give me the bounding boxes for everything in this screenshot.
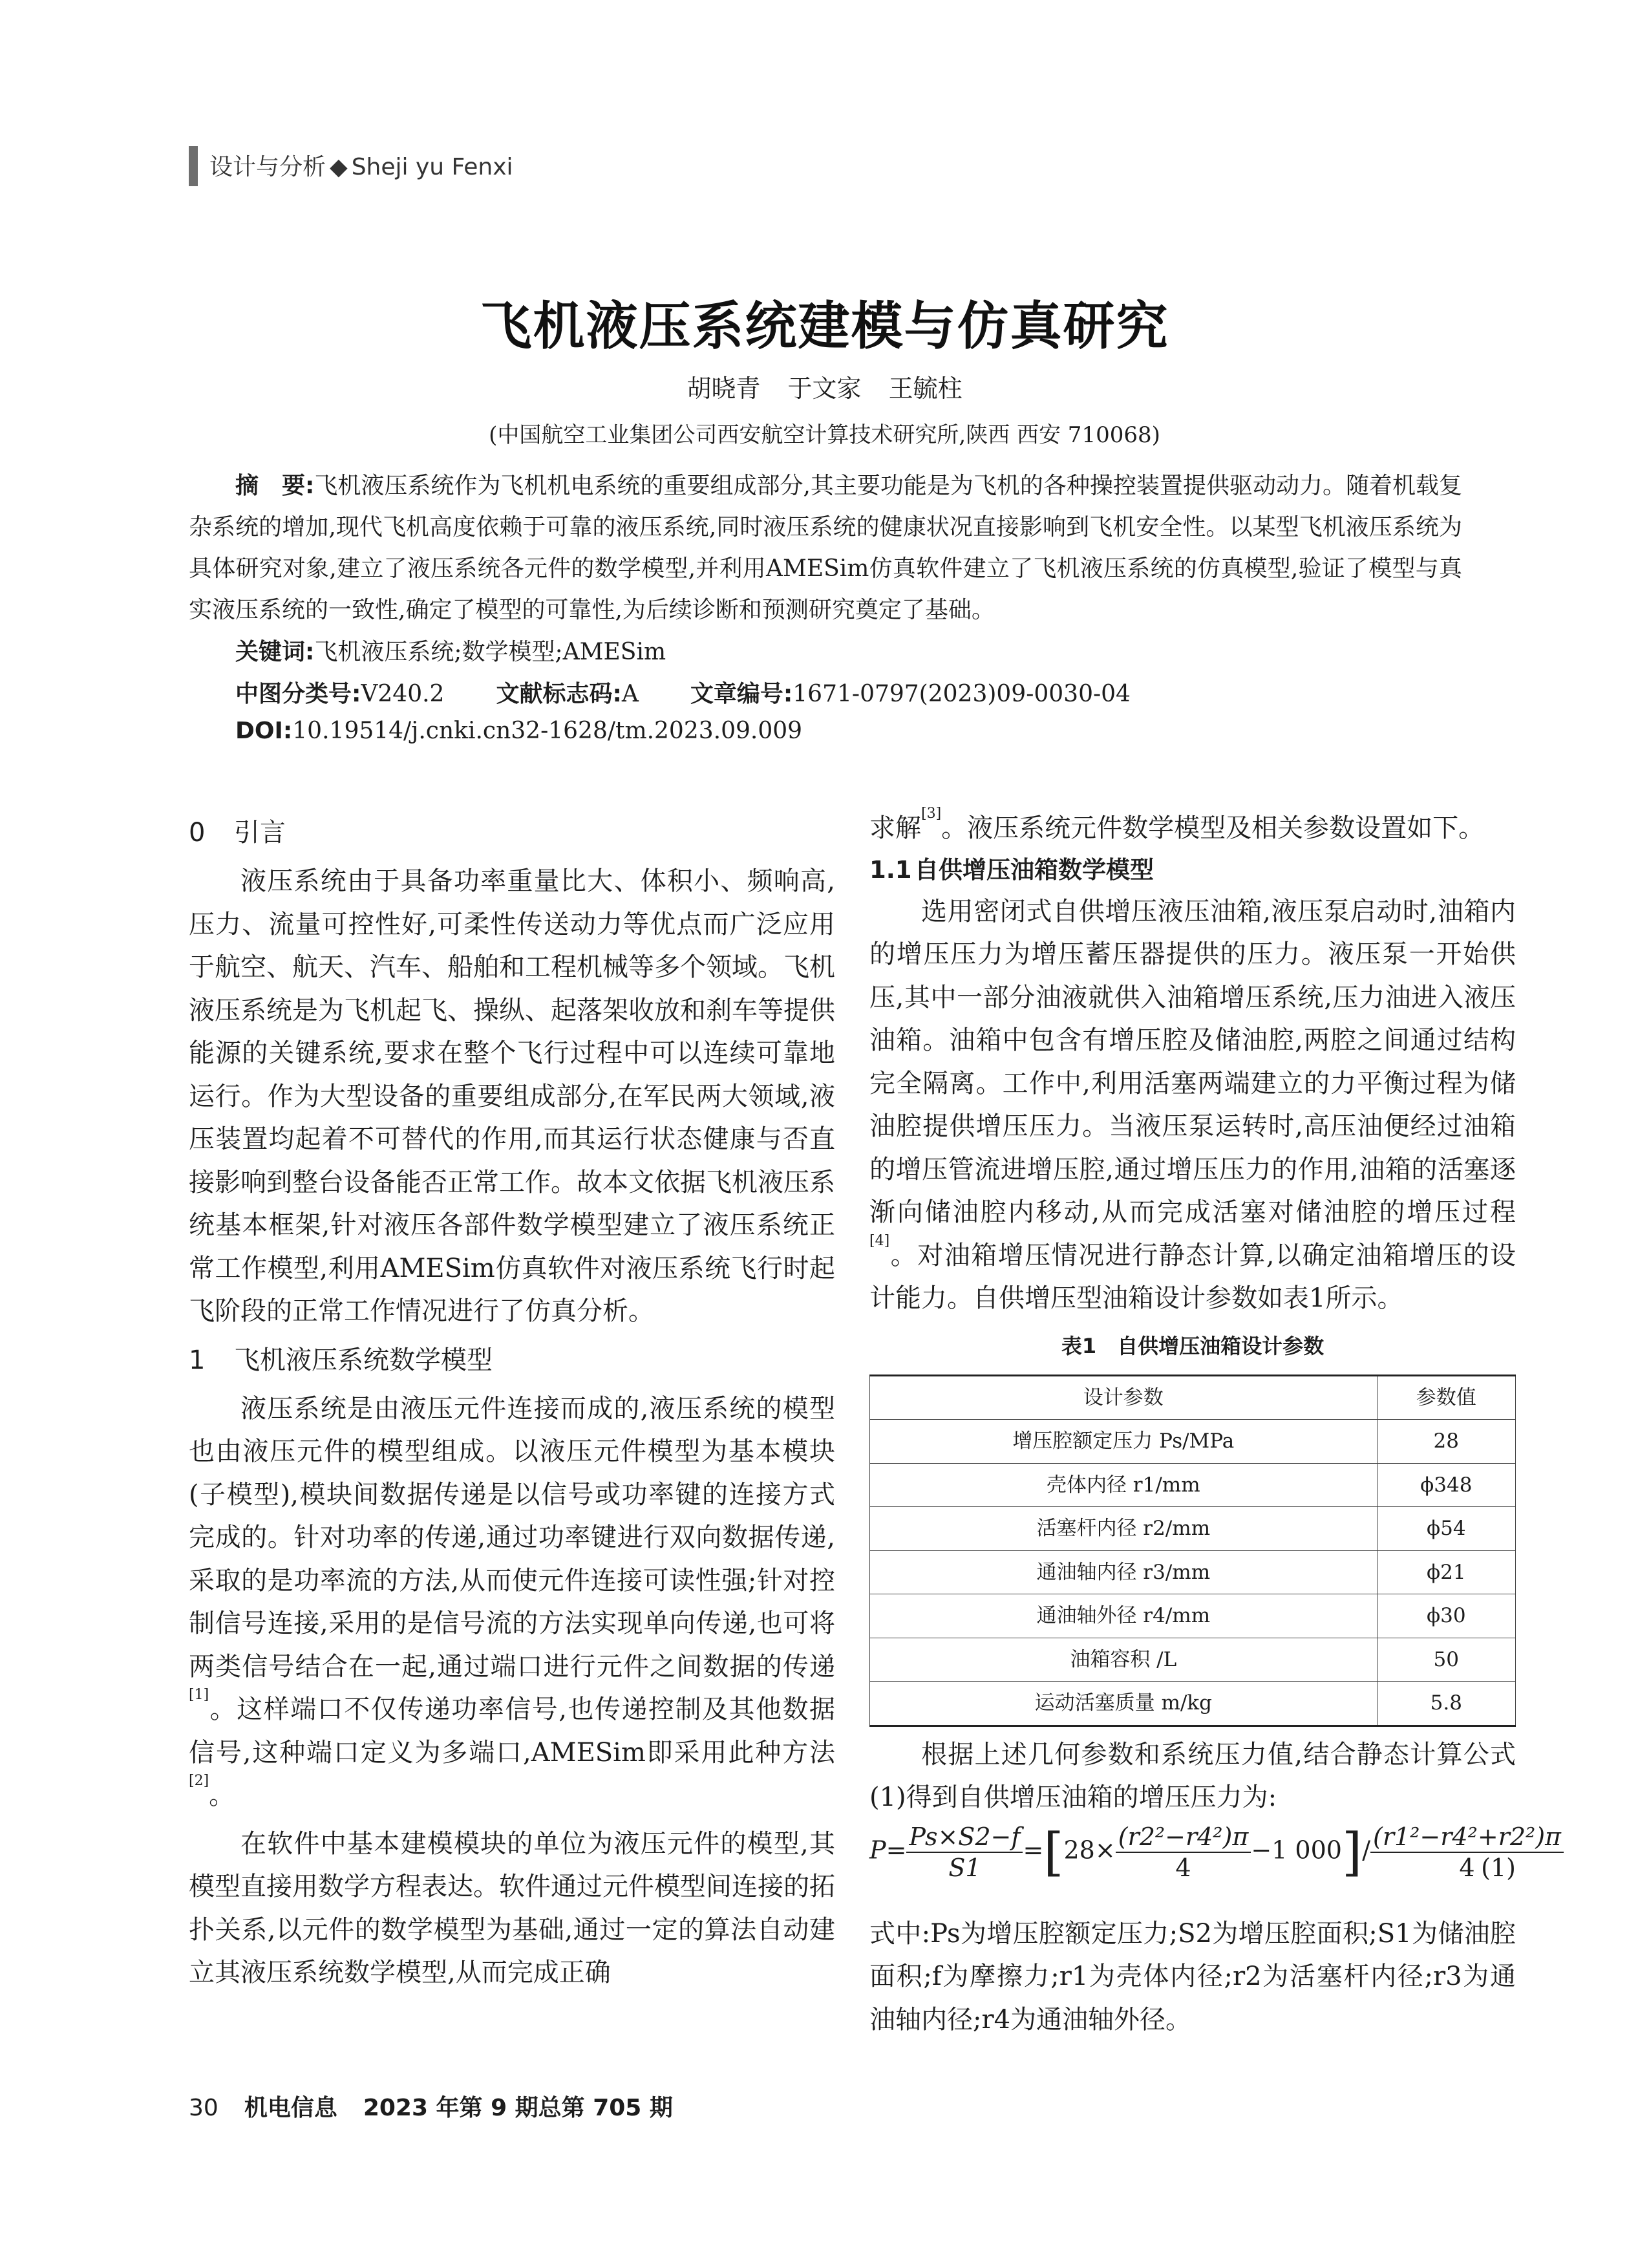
header-section-pinyin: Sheji yu Fenxi (351, 154, 513, 180)
table-cell: 50 (1377, 1638, 1515, 1682)
table-row (870, 1463, 1516, 1507)
formula-fraction-3: $\frac{\text{(r1²−r4²+r2²)π}}{4}$ (1370, 1822, 1564, 1883)
citation: [4] (869, 1232, 890, 1249)
article-no-value: 1671-0797(2023)09-0030-04 (793, 681, 1131, 707)
page-footer (189, 2090, 673, 2123)
abstract (189, 465, 1462, 631)
table-row (870, 1682, 1516, 1726)
citation: [1] (189, 1687, 209, 1703)
table-header-cell: 参数值 (1377, 1375, 1515, 1420)
subsection-number: 1.1 (869, 855, 912, 884)
table-cell: ϕ21 (1377, 1550, 1515, 1594)
table-header-row (870, 1375, 1516, 1420)
table-row (870, 1638, 1516, 1682)
table-cell: 通油轴外径 r4/mm (870, 1594, 1378, 1638)
right-column (869, 806, 1562, 2041)
section-title: 引言 (234, 818, 286, 848)
formula-where-paragraph: 式中:Ps为增压腔额定压力;S2为增压腔面积;S1为储油腔面积;f为摩擦力;r1为壳体内径;r2为活塞杆内径;r3为通油轴内径;r4为通油轴外径。 (869, 1918, 1516, 2035)
abstract-text: 飞机液压系统作为飞机机电系统的重要组成部分,其主要功能是为飞机的各种操控装置提供驱动动力。随着机载复杂系统的增加,现代飞机高度依赖于可靠的液压系统,同时液压系统的健康状况直接影响到飞机安全性。以某型飞机液压系统为具体研究对象,建立了液压系统各元件的数学模型,并利用AMESim仿真软件建立了飞机液压系统的仿真模型,验证了模型与真实液压系统的一致性,确定了模型的可靠性,为后续诊断和预测研究奠定了基础。 (189, 473, 1462, 623)
section-heading-0 (189, 809, 835, 856)
table-cell: ϕ54 (1377, 1507, 1515, 1551)
equation-1: P= $\frac{Ps\times S2-f}{S1}$ =[28× $\frac{\text{(r2²−r4²)π}}{4}$ −1 000]/ $\frac{\text{(r1²−r4²+r2²)π}}{4}$ (1) (869, 1822, 1516, 1906)
formula-intro-paragraph: 根据上述几何参数和系统压力值,结合静态计算公式(1)得到自供增压油箱的增压压力为: (869, 1739, 1516, 1812)
table-cell: 28 (1377, 1420, 1515, 1464)
model-paragraph-1: 液压系统是由液压元件连接而成的,液压系统的模型也由液压元件的模型组成。以液压元件模型为基本模块(子模型),模块间数据传递是以信号或功率键的连接方式完成的。针对功率的传递,通过功率键进行双向数据传递,采取的是功率流的方法,从而使元件连接可读性强;针对控制信号连接,采用的是信号流的方法实现单向传递,也可将两类信号结合在一起,通过端口进行元件之间数据的传递[1]。这样端口不仅传递功率信号,也传递控制及其他数据信号,这种端口定义为多端口,AMESim即采用此种方法[2]。 (189, 1393, 835, 1810)
header-section-cn: 设计与分析 (209, 154, 326, 180)
clc-value: V240.2 (361, 681, 445, 707)
citation: [2] (189, 1773, 209, 1789)
table-row (870, 1550, 1516, 1594)
table-row (870, 1594, 1516, 1638)
model-paragraph-2: 在软件中基本建模模块的单位为液压元件的模型,其模型直接用数学方程表达。软件通过元件模型间连接的拓扑关系,以元件的数学模型为基础,通过一定的算法自动建立其液压系统数学模型,从而完成正确 (189, 1828, 835, 1987)
subsection-heading-1-1 (869, 850, 1516, 890)
issue-info: 2023 年第 9 期总第 705 期 (363, 2095, 673, 2121)
journal-name: 机电信息 (244, 2095, 337, 2121)
section-number: 0 (189, 818, 206, 848)
formula-lhs: P= (869, 1835, 907, 1864)
running-header (209, 149, 513, 182)
table-cell: 活塞杆内径 r2/mm (870, 1507, 1378, 1551)
abstract-label: 摘 要: (235, 473, 315, 499)
continued-paragraph: 求解[3]。液压系统元件数学模型及相关参数设置如下。 (869, 806, 1485, 843)
paper-title: 飞机液压系统建模与仿真研究 (480, 296, 1169, 356)
article-no-label: 文章编号: (690, 681, 793, 707)
section-title: 飞机液压系统数学模型 (234, 1345, 493, 1375)
citation: [3] (921, 806, 942, 822)
page-number: 30 (189, 2095, 218, 2121)
table-cell: 增压腔额定压力 Ps/MPa (870, 1420, 1378, 1464)
formula-fraction-2: $\frac{\text{(r2²−r4²)π}}{4}$ (1116, 1822, 1251, 1883)
doi-label: DOI: (235, 718, 293, 744)
doc-code-value: A (621, 681, 639, 707)
section-number: 1 (189, 1345, 206, 1375)
table-header-cell: 设计参数 (870, 1375, 1378, 1420)
keywords-text: 飞机液压系统;数学模型;AMESim (314, 639, 666, 665)
parameter-table (869, 1375, 1516, 1727)
table-cell: 运动活塞质量 m/kg (870, 1682, 1378, 1726)
table-cell: 壳体内径 r1/mm (870, 1463, 1378, 1507)
header-bar (189, 146, 198, 186)
paper-affiliation: (中国航空工业集团公司西安航空计算技术研究所,陕西 西安 710068) (489, 422, 1160, 448)
left-column (189, 807, 835, 1995)
header-diamond-icon: ◆ (330, 154, 348, 180)
table-caption: 表1 自供增压油箱设计参数 (1061, 1333, 1325, 1358)
table-cell: 通油轴内径 r3/mm (870, 1550, 1378, 1594)
section-heading-1 (189, 1337, 835, 1384)
doi-line (235, 718, 802, 744)
classification-line (235, 676, 1131, 709)
tank-paragraph: 选用密闭式自供增压液压油箱,液压泵启动时,油箱内的增压压力为增压蓄压器提供的压力。液压泵一开始供压,其中一部分油液就供入油箱增压系统,压力油进入液压油箱。油箱中包含有增压腔及储油腔,两腔之间通过结构完全隔离。工作中,利用活塞两端建立的力平衡过程为储油腔提供增压压力。当液压泵运转时,高压油便经过油箱的增压管流进增压腔,通过增压压力的作用,油箱的活塞逐渐向储油腔内移动,从而完成活塞对储油腔的增压过程[4]。对油箱增压情况进行静态计算,以确定油箱增压的设计能力。自供增压型油箱设计参数如表1所示。 (869, 896, 1516, 1313)
clc-label: 中图分类号: (235, 681, 361, 707)
table-row (870, 1507, 1516, 1551)
table-cell: 5.8 (1377, 1682, 1515, 1726)
keywords (235, 634, 666, 667)
doc-code-label: 文献标志码: (496, 681, 622, 707)
table-cell: ϕ348 (1377, 1463, 1515, 1507)
subsection-title: 自供增压油箱数学模型 (915, 855, 1154, 884)
keywords-label: 关键词: (235, 639, 315, 665)
paper-authors: 胡晓青 于文家 王毓柱 (686, 374, 963, 403)
intro-paragraph: 液压系统由于具备功率重量比大、体积小、频响高,压力、流量可控性好,可柔性传送动力等优点而广泛应用于航空、航天、汽车、船舶和工程机械等多个领域。飞机液压系统是为飞机起飞、操纵、起落架收放和刹车等提供能源的关键系统,要求在整个飞行过程中可以连续可靠地运行。作为大型设备的重要组成部分,在军民两大领域,液压装置均起着不可替代的作用,而其运行状态健康与否直接影响到整台设备能否正常工作。故本文依据飞机液压系统基本框架,针对液压各部件数学模型建立了液压系统正常工作模型,利用AMESim仿真软件对液压系统飞行时起飞阶段的正常工作情况进行了仿真分析。 (189, 866, 835, 1326)
doi-value: 10.19514/j.cnki.cn32-1628/tm.2023.09.009 (292, 718, 803, 744)
table-row (870, 1420, 1516, 1464)
table-cell: 油箱容积 /L (870, 1638, 1378, 1682)
table-cell: ϕ30 (1377, 1594, 1515, 1638)
formula-fraction-1: $\frac{Ps\times S2-f}{S1}$ (906, 1822, 1023, 1883)
equation-number: (1) (1481, 1853, 1516, 1882)
